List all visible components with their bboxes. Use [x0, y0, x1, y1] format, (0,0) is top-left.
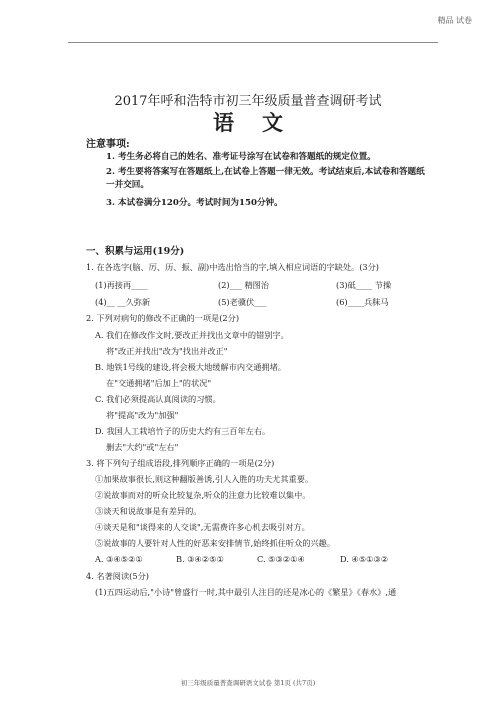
q3-sentence: ①加果故事很长,则这种翻版善诱,引人入胜的功夫尤其重要。 [95, 474, 314, 484]
q2-option: C. 我们必须提高认真阅读的习惯。 [95, 394, 221, 404]
exam-title: 2017年呼和浩特市初三年级质量普查调研考试 [114, 94, 382, 109]
q2-option: B. 地铁1号线的建设,将会极大地缓解市内交通拥堵。 [95, 362, 286, 372]
q1-blank-2: (2)___ 精图治 [218, 280, 270, 290]
q3-choice-b: B. ③④②⑤① [176, 554, 224, 564]
q1-blank-3: (3)砥____ 节操 [336, 280, 392, 290]
notice-item: 2. 考生要将答案写在答题纸上,在试卷上答题一律无效。考试结束后,本试卷和答题纸一并交回。 [106, 167, 425, 190]
q2-option: D. 我国人工栽培竹子的历史大约有三百年左右。 [95, 426, 271, 436]
q3-choice-d: D. ④⑤①③② [340, 554, 389, 564]
question-4-stem: 4. 名著阅读(5分) [86, 571, 149, 581]
q2-option-fix: 删去"大约"或"左右" [106, 442, 179, 452]
q3-choice-a: A. ③④⑤②① [95, 554, 143, 564]
q1-blank-6: (6)____兵秣马 [336, 297, 389, 307]
question-2-stem: 2. 下列对病句的修改不正确的一项是(2分) [86, 313, 240, 323]
notice-item: 1. 考生务必将自己的姓名、准考证号涂写在试卷和答题纸的规定位置。 [106, 152, 376, 162]
page-footer: 初三年级质量普查调研语文试卷 第1页 (共7页) [180, 679, 316, 687]
q3-sentence: ④谈天是和"谈得来的人交谈",无需费许多心机去吸引对方。 [95, 522, 310, 532]
q2-option-fix: 在"交通拥堵"后加上"的状况" [106, 378, 212, 388]
section-heading: 一、积累与运用(19分) [86, 246, 185, 257]
q1-blank-4: (4)__ __久弥新 [95, 297, 151, 307]
q1-blank-5: (5)老骥伏___ [218, 297, 267, 307]
q3-sentence: ②说故事而对的听众比较复杂,听众的注意力比较难以集中。 [95, 490, 311, 500]
q3-sentence: ⑤说故事的人要针对人性的好恶来安排情节,始终抓住听众的兴趣。 [95, 538, 336, 548]
q4-line: (1)五四运动后,"小诗"曾盛行一时,其中最引人注目的还是冰心的《繁星》《春水》,通 [95, 587, 397, 597]
notice-heading: 注意事项: [86, 139, 130, 150]
question-1-stem: 1. 在各选字(脑、厉、历、振、副)中选出恰当的字,填入相应词语的字缺处。(3分) [86, 262, 380, 272]
q2-option-fix: 将"提高"改为"加强" [106, 410, 179, 420]
q3-choice-c: C. ⑤③②①④ [257, 554, 305, 564]
q1-blank-1: (1)再接再____ [95, 280, 148, 290]
q2-option: A. 我们在修改作文时,要改正并找出文章中的错别字。 [95, 330, 289, 340]
header-divider [68, 42, 438, 43]
header-label: 精品 试卷 [437, 16, 472, 25]
subject-title: 语文 [213, 110, 311, 135]
q3-sentence: ③谈天和说故事是有差异的。 [95, 506, 202, 516]
question-3-stem: 3. 将下列句子组成语段,排列顺序正确的一项是(2分) [86, 458, 275, 468]
notice-item: 3. 本试卷满分120分。考试时间为150分钟。 [106, 198, 283, 208]
q2-option-fix: 将"改正并找出"改为"找出并改正" [106, 346, 228, 356]
